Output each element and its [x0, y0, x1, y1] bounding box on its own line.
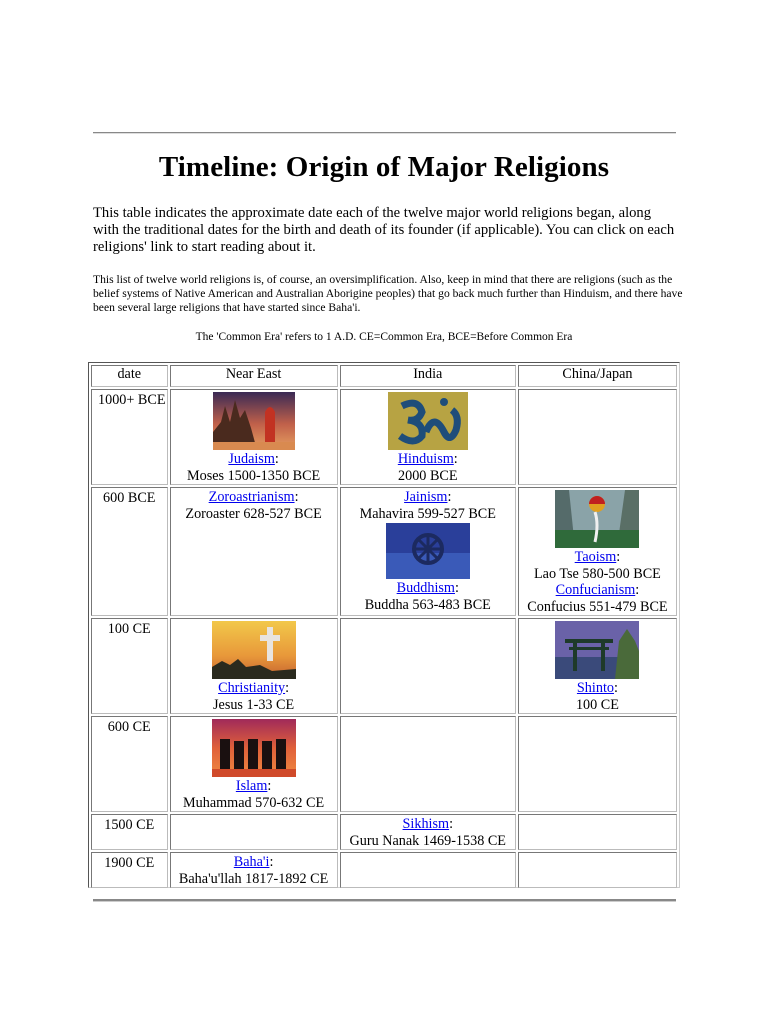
row-date: 1000+ BCE — [91, 389, 168, 485]
page-title: Timeline: Origin of Major Religions — [158, 151, 610, 183]
cell-china-japan — [518, 389, 677, 485]
cell-india — [340, 852, 516, 888]
table-row — [91, 852, 677, 888]
cell-near-east: Baha'i: Baha'u'llah 1817-1892 CE — [170, 852, 338, 888]
table-row — [91, 487, 677, 616]
cell-china-japan: Shinto: 100 CE — [518, 618, 677, 714]
founder-text: Lao Tse 580-500 BCE — [534, 565, 661, 582]
cell-india — [340, 618, 516, 714]
shinto-torii-image — [555, 621, 639, 679]
table-header-row — [91, 365, 677, 387]
religion-link-hinduism[interactable]: Hinduism — [397, 451, 454, 467]
intro-paragraph: This table indicates the approximate date each of the twelve major world religions began, along with the traditional dates for the birth and death of its founder (if applicable). You can click on each religions' link to start reading about it. — [93, 205, 675, 255]
table-row — [91, 716, 677, 812]
cell-india: Sikhism: Guru Nanak 1469-1538 CE — [340, 814, 516, 850]
table-row — [91, 814, 677, 850]
christianity-cross-image — [212, 621, 296, 679]
cell-china-japan — [518, 716, 677, 812]
religion-link-islam[interactable]: Islam — [235, 778, 268, 794]
religion-link-sikhism[interactable]: Sikhism — [402, 816, 450, 832]
cell-india — [340, 716, 516, 812]
founder-text: 2000 BCE — [398, 467, 458, 484]
founder-text: Zoroaster 628-527 BCE — [185, 505, 322, 522]
founder-text: Confucius 551-479 BCE — [527, 598, 668, 615]
religions-timeline-table — [88, 362, 680, 888]
founder-text: Jesus 1-33 CE — [213, 696, 295, 713]
table-row — [91, 389, 677, 485]
religion-link-bahai[interactable]: Baha'i — [233, 854, 270, 870]
row-date: 1500 CE — [91, 814, 168, 850]
founder-text: Baha'u'llah 1817-1892 CE — [178, 870, 329, 887]
religion-link-jainism[interactable]: Jainism — [404, 489, 448, 505]
header-india: India — [340, 365, 516, 387]
cell-india: Jainism: Mahavira 599-527 BCE Buddhism: Buddha 563-483 BCE — [340, 487, 516, 616]
row-date: 1900 CE — [91, 852, 168, 888]
cell-near-east: Judaism: Moses 1500-1350 BCE — [170, 389, 338, 485]
founder-text: Muhammad 570-632 CE — [183, 794, 325, 811]
founder-text: Moses 1500-1350 BCE — [186, 467, 321, 484]
bottom-divider — [93, 899, 676, 902]
cell-near-east: Christianity: Jesus 1-33 CE — [170, 618, 338, 714]
era-note: The 'Common Era' refers to 1 A.D. CE=Common Era, BCE=Before Common Era — [195, 331, 573, 343]
row-date: 600 CE — [91, 716, 168, 812]
religion-link-shinto[interactable]: Shinto — [576, 680, 614, 696]
cell-india: Hinduism: 2000 BCE — [340, 389, 516, 485]
religion-link-judaism[interactable]: Judaism — [228, 451, 275, 467]
cell-near-east — [170, 814, 338, 850]
founder-text: Guru Nanak 1469-1538 CE — [349, 832, 506, 849]
religion-link-confucianism[interactable]: Confucianism — [555, 582, 636, 598]
founder-text: Mahavira 599-527 BCE — [359, 505, 496, 522]
religion-link-buddhism[interactable]: Buddhism — [396, 580, 455, 596]
cell-china-japan: Taoism: Lao Tse 580-500 BCE Confucianism: Confucius 551-479 BCE — [518, 487, 677, 616]
cell-near-east: Islam: Muhammad 570-632 CE — [170, 716, 338, 812]
cell-near-east: Zoroastrianism: Zoroaster 628-527 BCE — [170, 487, 338, 616]
header-near-east: Near East — [170, 365, 338, 387]
cell-china-japan — [518, 814, 677, 850]
islam-image — [212, 719, 296, 777]
row-date: 100 CE — [91, 618, 168, 714]
top-divider — [93, 132, 676, 134]
judaism-image — [213, 392, 295, 450]
caveat-paragraph: This list of twelve world religions is, of course, an oversimplification. Also, keep in mind that there are religions (such as the belief systems of Native American and Australian Aborigine peoples) that go back much further than Hinduism, and there have been several large religions that have started since Baha'i. — [93, 273, 683, 314]
cell-china-japan — [518, 852, 677, 888]
founder-text: Buddha 563-483 BCE — [364, 596, 491, 613]
table-row — [91, 618, 677, 714]
founder-text: 100 CE — [575, 696, 619, 713]
religion-link-zoroastrianism[interactable]: Zoroastrianism — [208, 489, 295, 505]
header-china-japan: China/Japan — [518, 365, 677, 387]
religion-link-christianity[interactable]: Christianity — [218, 680, 286, 696]
header-date: date — [91, 365, 168, 387]
om-symbol-image — [388, 392, 468, 450]
row-date: 600 BCE — [91, 487, 168, 616]
taoism-image — [555, 490, 639, 548]
dharma-wheel-image — [386, 523, 470, 579]
religion-link-taoism[interactable]: Taoism — [574, 549, 617, 565]
